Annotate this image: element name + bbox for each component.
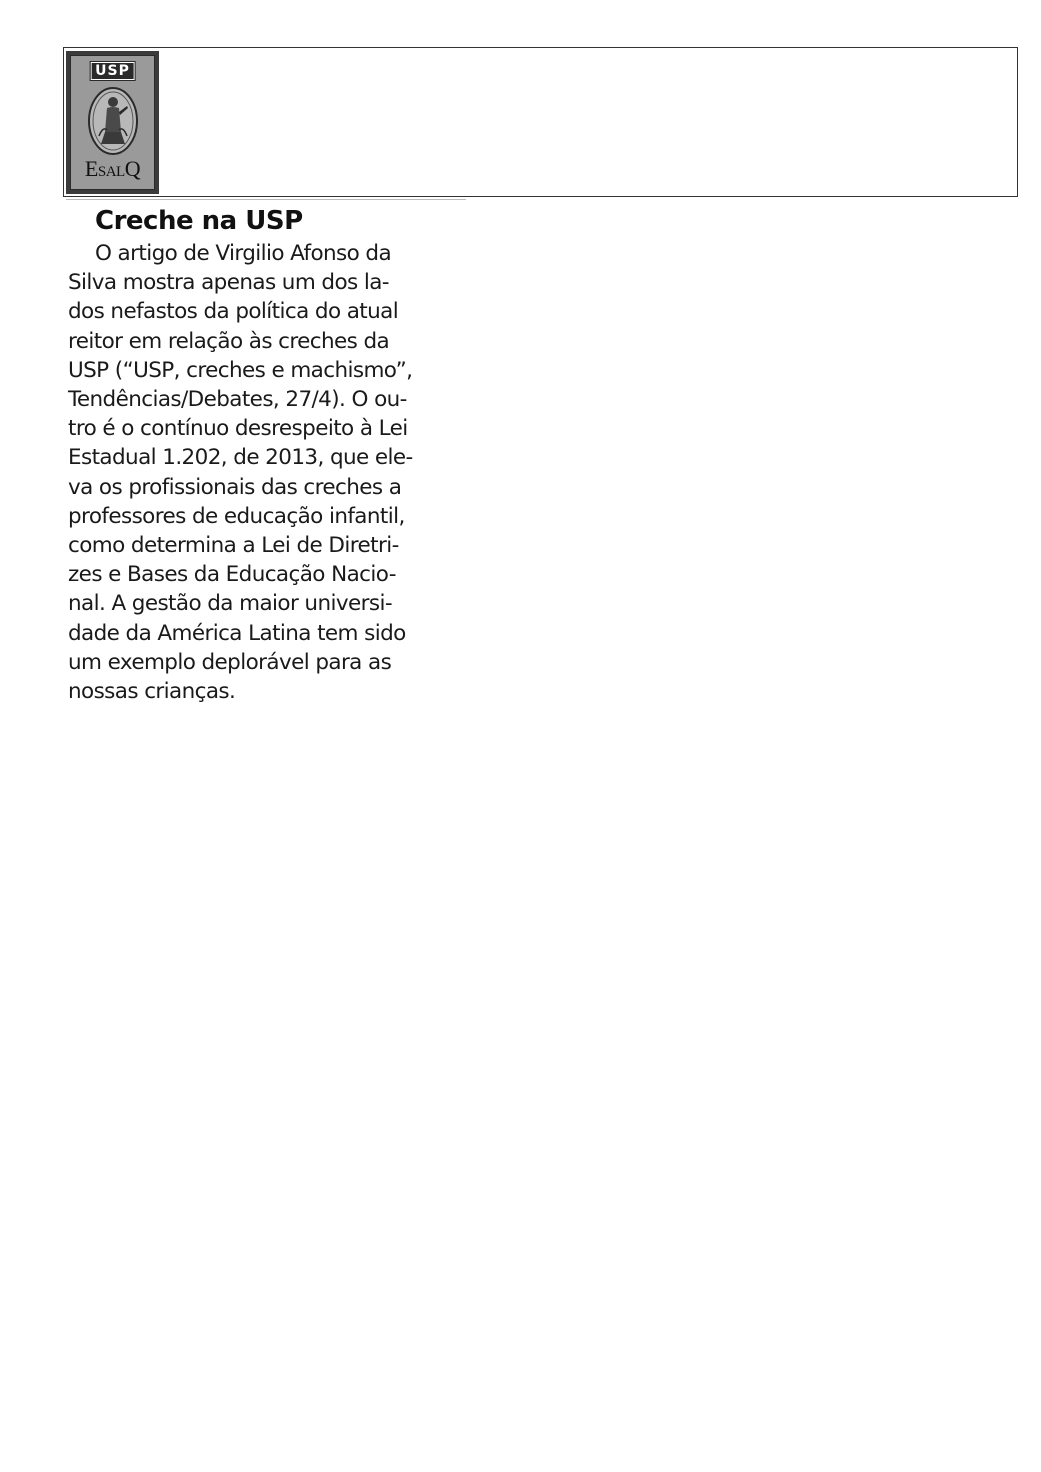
article-line: dade da América Latina tem sido xyxy=(68,620,406,646)
article-line: como determina a Lei de Diretri- xyxy=(68,533,399,559)
article-line: reitor em relação às creches da xyxy=(68,328,390,354)
logo-esalq-letters-sal: SAL xyxy=(97,164,125,180)
article-line: Estadual 1.202, de 2013, que ele- xyxy=(68,445,413,471)
article-line: Tendências/Debates, 27/4). O ou- xyxy=(68,387,407,413)
article-line: nossas crianças. xyxy=(68,679,236,705)
article-line: zes e Bases da Educação Nacio- xyxy=(68,562,396,588)
article-title: Creche na USP xyxy=(95,206,303,236)
article-line: va os profissionais das creches a xyxy=(68,474,402,500)
logo-frame xyxy=(70,55,155,190)
article-line: professores de educação infantil, xyxy=(68,503,405,529)
logo-usp-text: USP xyxy=(90,62,135,80)
article-line: O artigo de Virgilio Afonso da xyxy=(95,241,392,266)
article-line: tro é o contínuo desrespeito à Lei xyxy=(68,416,408,442)
column-divider xyxy=(66,199,466,200)
article-line: USP (“USP, creches e machismo”, xyxy=(68,357,413,383)
letter-article xyxy=(68,203,463,706)
article-body xyxy=(68,239,463,706)
seal-figure-icon xyxy=(87,86,139,156)
article-line: um exemplo deplorável para as xyxy=(68,649,392,675)
article-line: nal. A gestão da maior universi- xyxy=(68,591,392,617)
article-line: dos nefastos da política do atual xyxy=(68,299,399,325)
logo-esalq-letter-q: Q xyxy=(124,156,141,181)
logo-esalq-letter-e: E xyxy=(84,156,98,181)
clipping-header xyxy=(63,47,1018,197)
logo-esalq-text xyxy=(71,158,154,183)
usp-esalq-logo xyxy=(66,51,159,194)
article-line: Silva mostra apenas um dos la- xyxy=(68,270,389,296)
